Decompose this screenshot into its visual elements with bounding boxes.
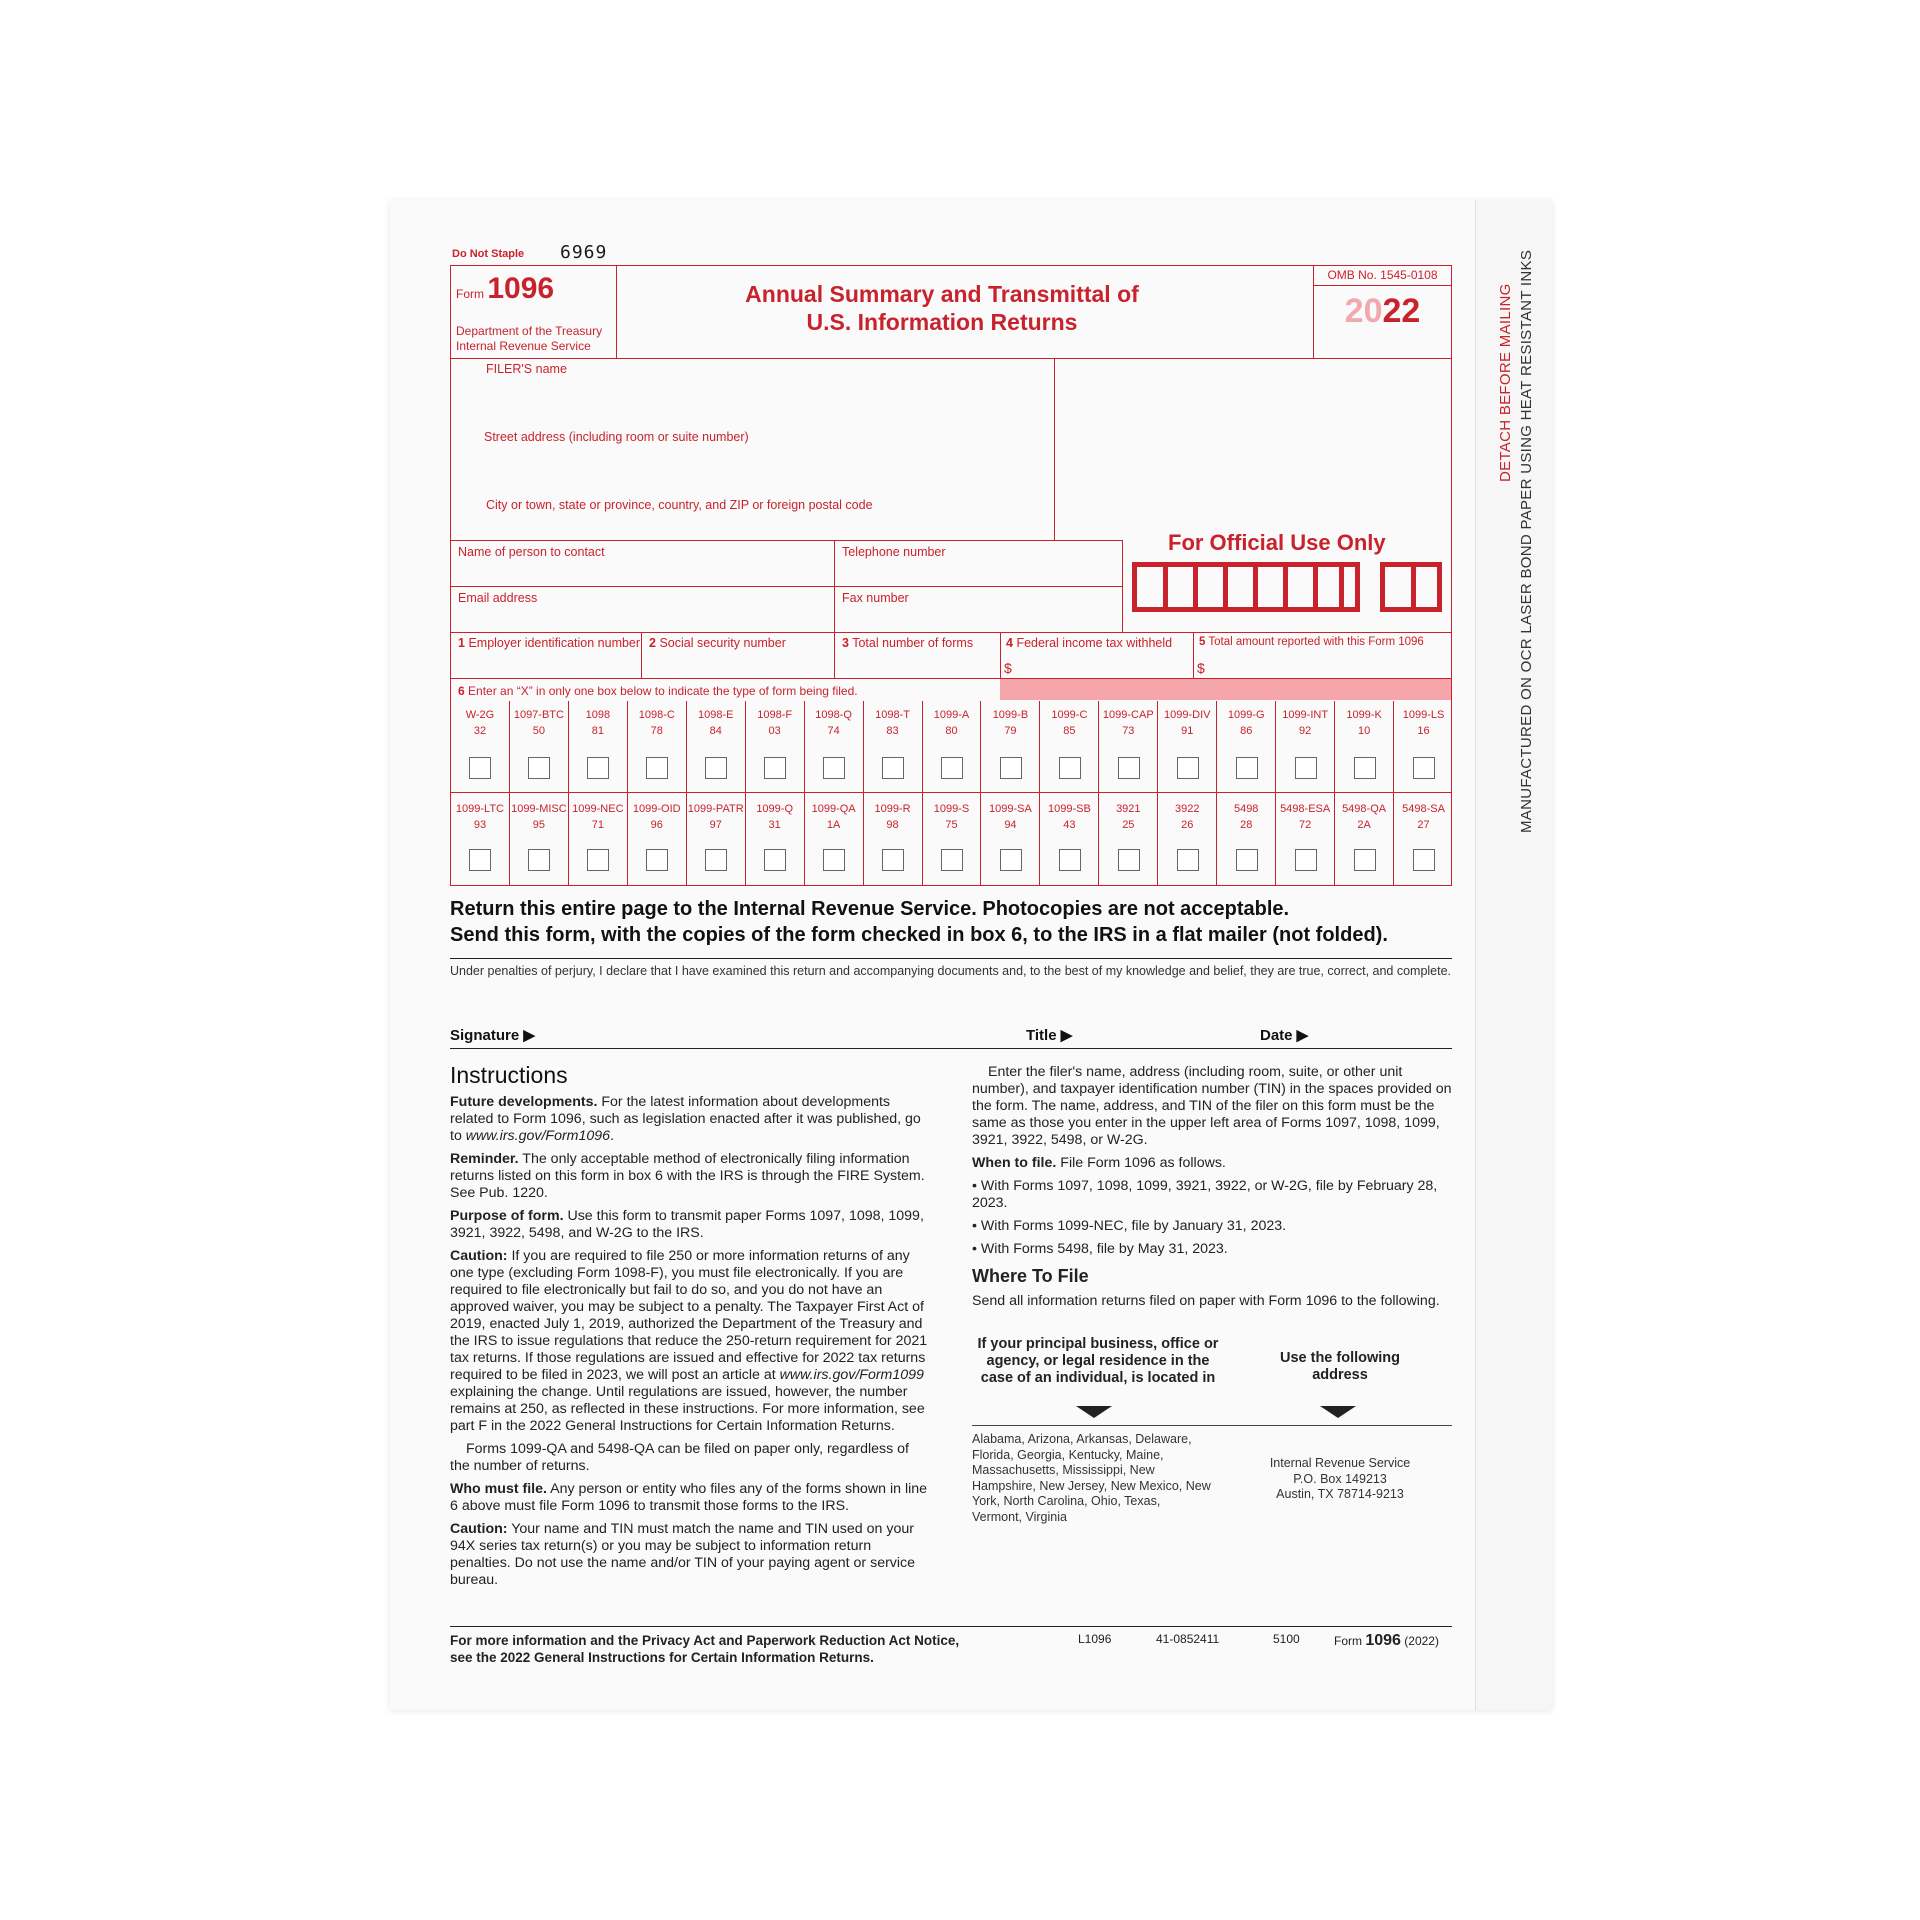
checkbox-3921[interactable] [1118, 849, 1140, 871]
form-type-1099-r [864, 793, 923, 886]
contact-name-label: Name of person to contact [458, 545, 605, 559]
form-type-label: 1099-K 10 [1346, 709, 1382, 737]
form-type-1098-e [687, 701, 746, 792]
form-type-label: 1099-R 98 [874, 803, 911, 831]
box2-label: 2 Social security number [649, 636, 786, 650]
official-use-title: For Official Use Only [1168, 530, 1386, 555]
form-type-5498-sa [1394, 793, 1453, 886]
checkbox-1098-q[interactable] [823, 757, 845, 779]
where-table-rule [972, 1425, 1452, 1426]
omb-year-block [1313, 266, 1451, 358]
form-id-block [451, 266, 617, 358]
checkbox-1099-oid[interactable] [646, 849, 668, 871]
form-type-label: 5498-ESA 72 [1280, 803, 1331, 831]
footer-form-id: Form 1096 (2022) [1334, 1632, 1439, 1649]
checkbox-5498[interactable] [1236, 849, 1258, 871]
form-type-1099-s [923, 793, 982, 886]
form-type-1099-oid [628, 793, 687, 886]
form-type-1098 [569, 701, 628, 792]
box3-label: 3 Total number of forms [842, 636, 974, 650]
checkbox-1099-int[interactable] [1295, 757, 1317, 779]
checkbox-1098-e[interactable] [705, 757, 727, 779]
irs-address: Internal Revenue Service P.O. Box 149213 Austin, TX 78714-9213 [1269, 1456, 1411, 1501]
form-type-5498-esa [1276, 793, 1335, 886]
who-must-file: Who must file. Any person or entity who files any of the forms shown in line 6 above must file Form 1096 to transmit those forms to the IRS. [450, 1481, 928, 1514]
form-type-1099-cap [1099, 701, 1158, 792]
form-type-1098-f [746, 701, 805, 792]
where-table-col2-header: Use the following address [1279, 1350, 1401, 1383]
form-type-1099-sb [1040, 793, 1099, 886]
filer-name-label: FILER'S name [486, 362, 567, 376]
checkbox-1099-q[interactable] [764, 849, 786, 871]
form-type-1099-k [1335, 701, 1394, 792]
checkbox-5498-sa[interactable] [1413, 849, 1435, 871]
checkbox-1097-btc[interactable] [528, 757, 550, 779]
do-not-staple: Do Not Staple [452, 248, 525, 260]
email-label: Email address [458, 591, 538, 605]
form-type-label: 1099-SB 43 [1047, 803, 1091, 831]
handwritten-number: 6969 [560, 242, 608, 263]
checkbox-1099-k[interactable] [1354, 757, 1376, 779]
reminder: Reminder. The only acceptable method of electronically filing information returns listed on this form in box 6 with the IRS is through the FIRE System. See Pub. 1220. [450, 1151, 925, 1201]
box5-label: 5 Total amount reported with this Form 1096 [1199, 636, 1424, 648]
form-type-1099-ltc [451, 793, 510, 886]
form-type-1099-c [1040, 701, 1099, 792]
form-type-1098-c [628, 701, 687, 792]
form-type-label: 1098-T 83 [875, 709, 910, 737]
form-type-label: 1099-G 86 [1227, 709, 1265, 737]
checkbox-1098[interactable] [587, 757, 609, 779]
form-type-label: 1099-SA 94 [989, 803, 1032, 831]
future-developments: Future developments. For the latest information about developments related to Form 1096, such as legislation enacted after it was published, go to www.irs.gov/Form1096. [450, 1094, 921, 1144]
signature-label[interactable]: Signature ▶ [450, 1027, 535, 1044]
checkbox-1099-qa[interactable] [823, 849, 845, 871]
form-type-label: 5498-QA 2A [1342, 803, 1387, 831]
form-type-1098-q [805, 701, 864, 792]
fax-label: Fax number [842, 591, 909, 605]
arrow-down-icon [1320, 1406, 1356, 1418]
filer-right-block [1054, 358, 1452, 541]
instructions-right-column [972, 1064, 1452, 1316]
checkbox-w-2g[interactable] [469, 757, 491, 779]
form-type-3921 [1099, 793, 1158, 886]
form-type-1099-misc [510, 793, 569, 886]
qa-paper-note: Forms 1099-QA and 5498-QA can be filed on paper only, regardless of the number of returns. [450, 1441, 909, 1474]
form-type-label: 1099-Q 31 [756, 803, 794, 831]
where-to-file-heading: Where To File [972, 1266, 1089, 1286]
checkbox-1099-sa[interactable] [1000, 849, 1022, 871]
street-address-label: Street address (including room or suite number) [484, 430, 749, 444]
form-type-label: 1099-NEC 71 [572, 803, 624, 831]
form-type-label: 1097-BTC 50 [513, 709, 564, 737]
checkbox-5498-esa[interactable] [1295, 849, 1317, 871]
box6-label: 6 Enter an “X” in only one box below to indicate the type of form being filed. [458, 684, 858, 698]
official-use-boxes-left [1132, 562, 1360, 612]
checkbox-1099-ltc[interactable] [469, 849, 491, 871]
checkbox-1098-c[interactable] [646, 757, 668, 779]
city-label: City or town, state or province, country, and ZIP or foreign postal code [486, 498, 873, 512]
form-type-label: 1099-OID 96 [632, 803, 681, 831]
form-type-1099-nec [569, 793, 628, 886]
signature-line [450, 1048, 1452, 1049]
form-type-1099-div [1158, 701, 1217, 792]
department: Department of the Treasury Internal Revenue Service [456, 324, 603, 353]
instructions-heading: Instructions [450, 1062, 568, 1088]
when-bullet-1: • With Forms 1097, 1098, 1099, 3921, 3922, or W-2G, file by February 28, 2023. [972, 1178, 1438, 1211]
form-type-label: 5498 28 [1233, 803, 1259, 831]
form-type-label: 1098-Q 74 [815, 709, 852, 737]
privacy-notice: For more information and the Privacy Act and Paperwork Reduction Act Notice, see the 2022 General Instructions for Certain Information Returns. [450, 1633, 960, 1665]
footer-code-2: 41-0852411 [1156, 1632, 1220, 1646]
footer-code-1: L1096 [1078, 1632, 1112, 1646]
form-type-label: 1099-QA 1A [811, 803, 856, 831]
tax-year: 2022 [1344, 292, 1421, 330]
form-type-5498 [1217, 793, 1276, 886]
box4-label: 4 Federal income tax withheld [1006, 636, 1173, 650]
enter-filer-info: Enter the filer's name, address (including room, suite, or other unit number), and taxpayer identification number (TIN) in the spaces provided on the form. The name, address, and TIN of the filer on this form must be the same as those you enter in the upper left area of Forms 1097, 1098, 1099, 3921, 3922, 5498, or W-2G. [972, 1064, 1452, 1148]
checkbox-1099-cap[interactable] [1118, 757, 1140, 779]
form-type-1099-a [923, 701, 982, 792]
checkbox-1099-g[interactable] [1236, 757, 1258, 779]
checkbox-1098-f[interactable] [764, 757, 786, 779]
checkbox-1099-div[interactable] [1177, 757, 1199, 779]
box5-currency: $ [1197, 660, 1205, 676]
filer-block[interactable] [450, 358, 1055, 541]
checkbox-1099-b[interactable] [1000, 757, 1022, 779]
checkbox-3922[interactable] [1177, 849, 1199, 871]
form-type-1099-qa [805, 793, 864, 886]
title-label[interactable]: Title ▶ [1026, 1027, 1073, 1044]
when-bullet-3: • With Forms 5498, file by May 31, 2023. [972, 1241, 1228, 1257]
checkbox-1099-c[interactable] [1059, 757, 1081, 779]
form-prefix: Form [456, 287, 484, 301]
box1-label: 1 Employer identification number [458, 636, 641, 650]
date-label[interactable]: Date ▶ [1260, 1027, 1309, 1044]
form-type-1097-btc [510, 701, 569, 792]
footer-rule [450, 1626, 1452, 1627]
form-type-label: 1099-C 85 [1051, 709, 1088, 737]
form-type-1099-sa [981, 793, 1040, 886]
checkbox-1099-sb[interactable] [1059, 849, 1081, 871]
manufacturing-notice: MANUFACTURED ON OCR LASER BOND PAPER USING HEAT RESISTANT INKS [1518, 249, 1535, 833]
checkbox-1099-patr[interactable] [705, 849, 727, 871]
box6-form-types [450, 678, 1452, 886]
checkbox-1099-ls[interactable] [1413, 757, 1435, 779]
footer-code-3: 5100 [1273, 1632, 1300, 1646]
form-type-label: 1099-S 75 [933, 803, 970, 831]
official-use-boxes-right [1380, 562, 1442, 612]
form-type-1098-t [864, 701, 923, 792]
where-table-col1-header: If your principal business, office or agency, or legal residence in the case of an individual, is located in [977, 1336, 1219, 1386]
form-type-1099-q [746, 793, 805, 886]
form-type-label: 1099-MISC 95 [511, 803, 567, 831]
where-to-file-text: Send all information returns filed on paper with Form 1096 to the following. [972, 1293, 1440, 1309]
form-number: 1096 [487, 272, 555, 305]
form-header [450, 265, 1452, 359]
form-type-5498-qa [1335, 793, 1394, 886]
state-list: Alabama, Arizona, Arkansas, Delaware, Florida, Georgia, Kentucky, Maine, Massachusetts, Mississippi, New Hampshire, New Jersey, New Mexico, New York, North Carolina, Ohio, Texas, Vermont, Virginia [972, 1432, 1211, 1524]
arrow-down-icon [1076, 1406, 1112, 1418]
form-type-label: 1099-PATR 97 [687, 803, 744, 831]
return-notice: Return this entire page to the Internal Revenue Service. Photocopies are not acceptable. Send this form, with the copies of the form checked in box 6, to the IRS in a flat mailer (not folded). [450, 898, 1388, 946]
form-type-label: 1099-DIV 91 [1164, 709, 1211, 737]
checkbox-1099-r[interactable] [882, 849, 904, 871]
caution-tin: Caution: Your name and TIN must match the name and TIN used on your 94X series tax return(s) or you may be subject to information return penalties. Do not use the name and/or TIN of your paying agent or service bureau. [450, 1521, 916, 1588]
form-type-label: W-2G 32 [465, 709, 495, 737]
form-type-1099-ls [1394, 701, 1453, 792]
form-type-w-2g [451, 701, 510, 792]
perjury-statement: Under penalties of perjury, I declare that I have examined this return and accompanying documents and, to the best of my knowledge and belief, they are true, correct, and complete. [450, 958, 1452, 979]
when-to-file: When to file. File Form 1096 as follows. [972, 1155, 1226, 1171]
purpose-of-form: Purpose of form. Use this form to transmit paper Forms 1097, 1098, 1099, 3921, 3922, 5498, and W-2G to the IRS. [450, 1208, 924, 1241]
checkbox-1099-misc[interactable] [528, 849, 550, 871]
form-type-label: 1098-E 84 [697, 709, 734, 737]
form-type-label: 1098-F 03 [757, 709, 793, 737]
form-type-label: 1099-LTC 93 [455, 803, 505, 831]
box4-currency: $ [1004, 660, 1012, 676]
when-bullet-2: • With Forms 1099-NEC, file by January 31, 2023. [972, 1218, 1287, 1234]
omb-number: OMB No. 1545-0108 [1314, 266, 1451, 286]
checkbox-1099-s[interactable] [941, 849, 963, 871]
form-type-label: 1099-CAP 73 [1102, 709, 1154, 737]
instructions-left-column [450, 1094, 930, 1595]
form-type-label: 1099-A 80 [933, 709, 970, 737]
form-type-label: 3922 26 [1175, 803, 1200, 831]
checkbox-1099-nec[interactable] [587, 849, 609, 871]
checkbox-1099-a[interactable] [941, 757, 963, 779]
checkbox-1098-t[interactable] [882, 757, 904, 779]
form-type-label: 1099-INT 92 [1282, 709, 1329, 737]
form-type-1099-b [981, 701, 1040, 792]
checkbox-5498-qa[interactable] [1354, 849, 1376, 871]
telephone-label: Telephone number [842, 545, 946, 559]
caution-electronic: Caution: If you are required to file 250 or more information returns of any one type (excluding Form 1098-F), you must file electronically. If you are required to file electronically but fail to do so, and you do not have an approved waiver, you may be subject to a penalty. The Taxpayer First Act of 2019, enacted July 1, 2019, authorized the Department of the Treasury and the IRS to issue regulations that reduce the 250-return requirement for 2021 tax returns. If those regulations are issued and effective for 2022 tax returns required to be filed in 2023, we will post an article at www.irs.gov/Form1099 explaining the change. Until regulations are issued, however, the number remains at 250, as reflected in these instructions. For more information, see part F in the 2022 General Instructions for Certain Information Returns. [450, 1248, 928, 1434]
form-type-3922 [1158, 793, 1217, 886]
form-type-label: 1098 81 [585, 709, 611, 737]
form-type-label: 1099-LS 16 [1402, 709, 1445, 737]
form-type-1099-int [1276, 701, 1335, 792]
form-type-label: 1099-B 79 [992, 709, 1029, 737]
form-type-1099-g [1217, 701, 1276, 792]
form-title: Annual Summary and Transmittal of U.S. Information Returns [745, 281, 1139, 335]
form-type-label: 3921 25 [1116, 803, 1141, 831]
form-type-label: 1098-C 78 [638, 709, 675, 737]
form-type-1099-patr [687, 793, 746, 886]
detach-notice: DETACH BEFORE MAILING [1497, 283, 1514, 482]
form-type-label: 5498-SA 27 [1402, 803, 1445, 831]
